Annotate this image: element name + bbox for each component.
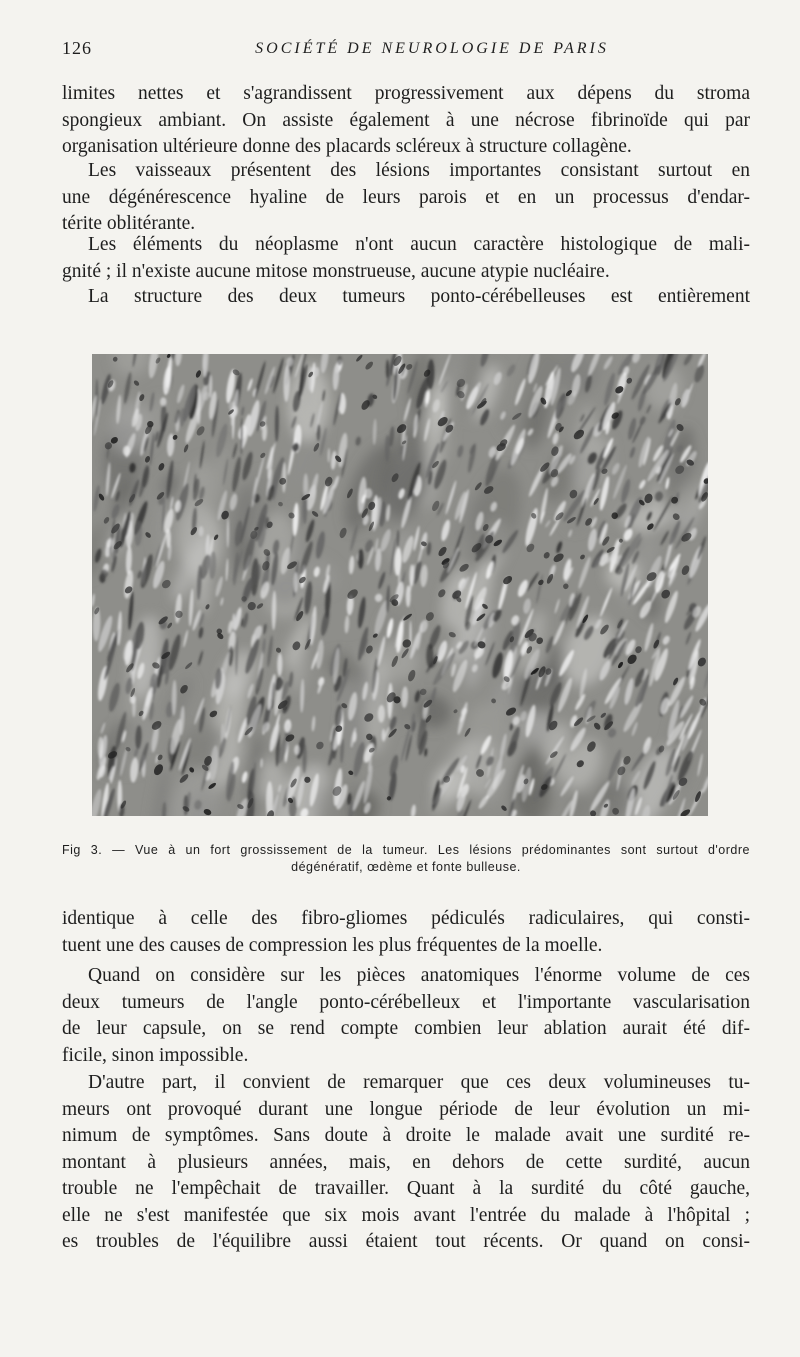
- page-header: [62, 38, 742, 64]
- page-number: 126: [62, 38, 92, 58]
- text-line: elle ne s'est manifestée que six mois avant l'entrée du malade à l'hôpital ;: [62, 1204, 750, 1226]
- text-line: montant à plusieurs années, mais, en dehors de cette surdité, aucun: [62, 1151, 750, 1173]
- text-line: Les éléments du néoplasme n'ont aucun caractère histologique de mali-: [88, 234, 750, 255]
- text-line: une dégénérescence hyaline de leurs parois et en un processus d'endar-: [62, 186, 750, 208]
- text-line: gnité ; il n'existe aucune mitose monstrueuse, aucune atypie nucléaire.: [62, 260, 610, 282]
- text-line: spongieux ambiant. On assiste également à une nécrose fibrinoïde qui par: [62, 109, 750, 131]
- text-line: nimum de symptômes. Sans doute à droite le malade avait une surdité re-: [62, 1125, 750, 1146]
- micrograph-image: [92, 354, 708, 816]
- text-line: deux tumeurs de l'angle ponto-cérébelleux et l'importante vascularisation: [62, 991, 750, 1013]
- paragraph: [62, 81, 750, 161]
- caption-line: dégénératif, œdème et fonte bulleuse.: [291, 860, 521, 874]
- text-line: tuent une des causes de compression les plus fréquentes de la moelle.: [62, 934, 603, 956]
- paragraph: [62, 963, 750, 1069]
- text-line: es troubles de l'équilibre aussi étaient tout récents. Or quand on consi-: [62, 1231, 750, 1252]
- text-line: Quand on considère sur les pièces anatomiques l'énorme volume de ces: [88, 965, 750, 986]
- running-title: SOCIÉTÉ DE NEUROLOGIE DE PARIS: [255, 40, 609, 57]
- text-line: identique à celle des fibro-gliomes pédiculés radiculaires, qui consti-: [62, 908, 750, 929]
- text-line: meurs ont provoqué durant une longue période de leur évolution un mi-: [62, 1098, 750, 1120]
- text-line: ficile, sinon impossible.: [62, 1044, 249, 1066]
- text-line: térite oblitérante.: [62, 213, 196, 234]
- text-line: trouble ne l'empêchait de travailler. Quant à la surdité du côté gauche,: [62, 1178, 750, 1199]
- text-line: limites nettes et s'agrandissent progressivement aux dépens du stroma: [62, 83, 750, 104]
- text-line: de leur capsule, on se rend compte combien leur ablation aurait été dif-: [62, 1018, 750, 1039]
- paragraph: [62, 906, 750, 959]
- paragraph: [62, 232, 750, 285]
- text-line: Les vaisseaux présentent des lésions importantes consistant surtout en: [88, 160, 750, 181]
- caption-line: Fig 3. — Vue à un fort grossissement de la tumeur. Les lésions prédominantes sont surtout d'ordre: [62, 843, 750, 857]
- micrograph-figure: [92, 354, 708, 816]
- paragraph: [62, 284, 750, 311]
- figure-caption: [62, 842, 750, 876]
- paragraph: [62, 1070, 750, 1256]
- text-line: organisation ultérieure donne des placards scléreux à structure collagène.: [62, 136, 632, 157]
- paragraph: [62, 158, 750, 238]
- text-line: La structure des deux tumeurs ponto-cérébelleuses est entièrement: [88, 286, 750, 307]
- text-line: D'autre part, il convient de remarquer que ces deux volumineuses tu-: [88, 1072, 750, 1093]
